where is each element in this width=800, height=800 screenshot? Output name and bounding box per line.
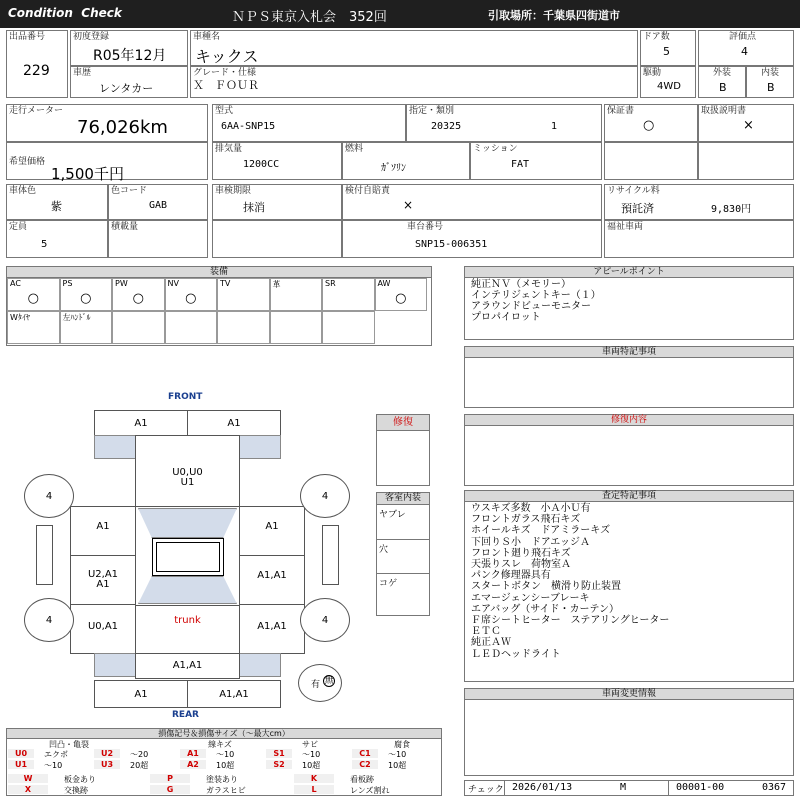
inspection-note-line: 純正ＡＷ xyxy=(471,637,511,649)
cabin-item-burn: コゲ xyxy=(379,579,398,589)
quarter-right[interactable] xyxy=(239,604,305,654)
capacity-value: 5 xyxy=(41,239,48,250)
body-color-cell xyxy=(6,184,108,220)
chassis-cell xyxy=(342,220,602,258)
equipment-key: PS xyxy=(62,279,73,288)
repair-box xyxy=(376,414,430,486)
exterior-cell xyxy=(698,66,746,98)
rear-door-left[interactable] xyxy=(70,555,136,605)
rear-gate[interactable] xyxy=(135,653,240,679)
equipment-cell xyxy=(375,278,428,311)
appeal-line: 純正ＮＶ（メモリー） xyxy=(471,279,571,290)
recycle-status: 預託済 xyxy=(621,202,654,215)
taillight-right xyxy=(239,653,281,677)
legend-desc: 交換跡 xyxy=(64,786,88,795)
legend-code: P xyxy=(150,774,190,783)
score-label: 評価点 xyxy=(729,32,757,42)
legend-code: U1 xyxy=(8,760,34,769)
drive-cell xyxy=(640,66,696,98)
cabin-divider-1 xyxy=(377,539,429,540)
repair-details-panel xyxy=(464,414,794,486)
legend-code: C1 xyxy=(352,749,378,758)
mirror-left xyxy=(36,525,53,585)
interior-value: B xyxy=(767,81,775,94)
fuel-cell xyxy=(342,142,470,180)
door-fr-text: A1,A1 xyxy=(257,570,287,581)
equipment-cell xyxy=(112,311,165,344)
doors-label: ドア数 xyxy=(643,32,670,42)
load-cell xyxy=(108,220,208,258)
model-code-cell xyxy=(212,104,406,142)
fender-right[interactable] xyxy=(239,459,305,507)
repair-box-title: 修復 xyxy=(377,415,429,431)
car-name-value: キックス xyxy=(195,47,259,66)
equipment-value: ○ xyxy=(80,291,92,306)
wheel-front-right[interactable] xyxy=(300,474,350,518)
first-reg-label: 初度登録 xyxy=(73,32,110,42)
rear-bumper-right[interactable] xyxy=(187,680,281,708)
equipment-cell xyxy=(165,278,218,311)
equipment-cell xyxy=(217,278,270,311)
displacement-value: 1200CC xyxy=(243,159,280,170)
equipment-key: 革 xyxy=(272,280,281,289)
designation-cell xyxy=(406,104,602,142)
cabin-item-tear: ヤブレ xyxy=(379,510,406,520)
fender-left-text: A1 xyxy=(96,521,110,532)
mission-cell xyxy=(470,142,602,180)
wheel-rr-text: 4 xyxy=(321,614,329,626)
legend-code: A2 xyxy=(180,760,206,769)
equipment-key: AC xyxy=(10,279,21,288)
appeal-line: プロパイロット xyxy=(471,312,541,323)
legend-code: G xyxy=(150,785,190,794)
car-name-cell xyxy=(190,30,638,66)
inspection-note-line: エアバッグ（サイド・カーテン） xyxy=(471,603,619,615)
appeal-line: アラウンドビューモニター xyxy=(471,301,591,312)
displacement-label: 排気量 xyxy=(215,144,243,154)
quarter-left[interactable] xyxy=(70,604,136,654)
trunk-area[interactable] xyxy=(135,605,240,655)
equipment-value: ○ xyxy=(27,291,39,306)
hood-text: U0,U0 U1 xyxy=(172,467,203,488)
manual-label: 取扱説明書 xyxy=(701,106,747,116)
headlight-right xyxy=(239,435,281,459)
equipment-value: ○ xyxy=(185,291,197,306)
score-cell xyxy=(698,30,794,66)
legend-head: 線キズ xyxy=(208,740,232,749)
inspection-notes-lines xyxy=(471,503,669,660)
recycle-label: リサイクル料 xyxy=(607,186,660,196)
fuel-label: 燃料 xyxy=(345,144,364,154)
grade-label: グレード・仕様 xyxy=(193,68,257,78)
rear-label: REAR xyxy=(172,710,199,720)
repair-details-title: 修復内容 xyxy=(465,415,793,426)
change-info-title: 車両変更情報 xyxy=(465,689,793,700)
equipment-cell xyxy=(270,278,323,311)
pickup-location: 引取場所：千葉県四街道市 xyxy=(488,9,620,22)
cabin-title: 客室内装 xyxy=(377,493,429,505)
change-info-panel xyxy=(464,688,794,776)
wheel-fl-text: 4 xyxy=(45,490,53,502)
equipment-cell xyxy=(112,278,165,311)
legend-desc: ガラスヒビ xyxy=(206,786,246,795)
inspection-note-line: フロントガラス飛石キズ xyxy=(471,514,581,526)
manual-cell xyxy=(698,104,794,142)
fender-right-text: A1 xyxy=(265,521,279,532)
recycle-cell xyxy=(604,184,794,220)
designation-value-2: 1 xyxy=(551,121,558,132)
legend-head: 凹凸・亀裂 xyxy=(49,740,89,749)
front-bumper-right[interactable] xyxy=(187,410,281,436)
legend-code: X xyxy=(8,785,48,794)
grade-cell xyxy=(190,66,638,98)
footer-divider-1 xyxy=(504,780,505,796)
first-reg-value: R05年12月 xyxy=(93,48,167,64)
taillight-left xyxy=(94,653,136,677)
legend-desc: 〜10 xyxy=(44,761,63,770)
body-color-label: 車体色 xyxy=(9,186,37,196)
drive-value: 4WD xyxy=(657,81,681,92)
door-rr-text: A1,A1 xyxy=(257,621,287,632)
legend-title: 損傷記号＆損傷サイズ（〜最大cm） xyxy=(7,729,441,739)
wheel-rear-left[interactable] xyxy=(24,598,74,642)
welfare-cell xyxy=(604,220,794,258)
equipment-key: PW xyxy=(115,279,128,288)
legend-desc: 10超 xyxy=(216,761,235,770)
fender-left[interactable] xyxy=(70,459,136,507)
mirror-right xyxy=(322,525,339,585)
roof-panel-inner xyxy=(156,542,220,572)
legend-desc: 〜10 xyxy=(216,750,235,759)
cabin-item-hole: 穴 xyxy=(379,545,389,555)
designation-label: 指定・類別 xyxy=(409,106,455,116)
rear-door-right[interactable] xyxy=(239,555,305,605)
equipment-cell xyxy=(165,311,218,344)
door-rl-text: U0,A1 xyxy=(87,621,119,632)
legend-code: L xyxy=(294,785,334,794)
legend-code: C2 xyxy=(352,760,378,769)
interior-cell xyxy=(746,66,794,98)
legend-desc: 〜20 xyxy=(130,750,149,759)
capacity-label: 定員 xyxy=(9,222,28,232)
legend-code: A1 xyxy=(180,749,206,758)
liability-value: × xyxy=(403,198,414,212)
displacement-cell xyxy=(212,142,342,180)
legend-code: U0 xyxy=(8,749,34,758)
cabin-divider-2 xyxy=(377,573,429,574)
equipment-key: AW xyxy=(377,279,391,288)
chassis-value: SNP15-006351 xyxy=(415,239,488,250)
warranty-value: ○ xyxy=(643,118,655,133)
cabin-box xyxy=(376,492,430,616)
inspection-note-line: 下回りＳ小 ドアエッジＡ xyxy=(471,536,590,548)
footer-num: 0367 xyxy=(762,782,787,793)
lot-label: 出品番号 xyxy=(9,32,46,42)
equipment-cell xyxy=(322,311,375,344)
recycle-amount: 9,830円 xyxy=(711,204,752,215)
desired-price-cell xyxy=(6,142,208,183)
history-value: レンタカー xyxy=(99,82,154,95)
equipment-key: TV xyxy=(220,279,231,288)
inspection-note-line: 天張りスレ 荷物室Ａ xyxy=(471,559,571,571)
inspection-note-line: パンク修理器具有 xyxy=(471,570,551,582)
hood-panel[interactable] xyxy=(135,435,240,507)
equipment-cell xyxy=(60,311,113,344)
inspection-note-line: Ｆ席シートヒーター ステアリングヒーター xyxy=(471,615,670,627)
front-bumper-left-text: A1 xyxy=(134,418,148,429)
legend-code: K xyxy=(294,774,334,783)
inspection-value: 抹消 xyxy=(243,201,265,214)
rear-window xyxy=(138,576,237,604)
wheel-front-left[interactable] xyxy=(24,474,74,518)
history-cell xyxy=(70,66,188,98)
legend-desc: エクボ xyxy=(44,750,68,759)
appeal-panel xyxy=(464,266,794,340)
model-code-value: 6AA-SNP15 xyxy=(221,121,276,132)
wheel-fr-text: 4 xyxy=(321,490,329,502)
manual-value: × xyxy=(743,118,754,133)
trunk-text: trunk xyxy=(174,615,201,626)
wheel-rl-text: 4 xyxy=(45,614,53,626)
appeal-line: インテリジェントキー（１） xyxy=(471,290,601,301)
equipment-key: Wﾀｲﾔ xyxy=(10,313,30,322)
rear-bumper-right-text: A1,A1 xyxy=(219,689,249,700)
mileage-label: 走行メーター xyxy=(9,106,64,116)
warranty-cell xyxy=(604,104,698,142)
exterior-value: B xyxy=(719,81,727,94)
car-name-label: 車種名 xyxy=(193,32,221,42)
warranty-label: 保証書 xyxy=(607,106,635,116)
footer-check-label: チェック xyxy=(468,785,504,795)
equipment-cell xyxy=(270,311,323,344)
smoking-value: 無 xyxy=(324,676,334,686)
headlight-left xyxy=(94,435,136,459)
inspection-note-line: フロント廻り飛石キズ xyxy=(471,547,571,559)
inspection-note-line: ウスキズ多数 小Ａ小Ｕ有 xyxy=(471,503,591,514)
door-fl-text: U2,A1 A1 xyxy=(87,569,119,590)
liability-cell xyxy=(342,184,602,220)
footer-divider-2 xyxy=(668,780,669,796)
welfare-label: 福祉車両 xyxy=(607,222,644,232)
chassis-label: 車台番号 xyxy=(407,222,444,232)
fuel-value: ｶﾞｿﾘﾝ xyxy=(381,163,406,174)
rear-bumper-left[interactable] xyxy=(94,680,188,708)
equipment-cell xyxy=(322,278,375,311)
mission-label: ミッション xyxy=(473,144,518,154)
equipment-value: ○ xyxy=(132,291,144,306)
appeal-lines xyxy=(471,279,601,323)
front-door-left[interactable] xyxy=(70,506,136,556)
rear-bumper-left-text: A1 xyxy=(134,689,148,700)
interior-label: 内装 xyxy=(761,68,780,78)
legend-code: S2 xyxy=(266,760,292,769)
legend-code: U2 xyxy=(94,749,120,758)
footer-code: 00001-00 xyxy=(676,782,725,793)
drive-label: 駆動 xyxy=(643,68,662,78)
grade-value: Ｘ ＦＯＵＲ xyxy=(193,79,259,92)
wheel-rear-right[interactable] xyxy=(300,598,350,642)
inspection-note-line: ＬＥＤヘッドライト xyxy=(471,648,561,660)
legend-desc: 塗装あり xyxy=(206,775,238,784)
lot-value: 229 xyxy=(23,63,50,79)
inspection-note-line: ＥＴＣ xyxy=(471,626,501,638)
desired-price-label: 希望価格 xyxy=(9,157,46,167)
legend-code: W xyxy=(8,774,48,783)
inspection-note-line: エマージェンシーブレーキ xyxy=(471,592,590,604)
load-label: 積載量 xyxy=(111,222,139,232)
appeal-title: アピールポイント xyxy=(465,267,793,278)
front-label: FRONT xyxy=(168,392,203,402)
capacity-cell xyxy=(6,220,108,258)
inspection-note-line: スタートボタン 横滑り防止装置 xyxy=(471,581,621,593)
mileage-value: 76,026km xyxy=(77,117,168,138)
color-code-label: 色コード xyxy=(111,186,148,196)
equipment-key: SR xyxy=(325,279,336,288)
auction-name: ＮＰＳ東京入札会 352回 xyxy=(232,10,387,25)
front-door-right[interactable] xyxy=(239,506,305,556)
designation-value-1: 20325 xyxy=(431,121,462,132)
legend-desc: 20超 xyxy=(130,761,149,770)
equipment-value: ○ xyxy=(395,291,407,306)
body-color-value: 紫 xyxy=(51,200,62,213)
equipment-cell xyxy=(7,278,60,311)
mileage-cell xyxy=(6,104,208,142)
desired-price-value: 1,500千円 xyxy=(51,165,124,183)
smoking-indicator xyxy=(298,664,342,702)
equipment-title: 装備 xyxy=(7,267,431,278)
equipment-cell xyxy=(217,311,270,344)
inspection-label: 車検期限 xyxy=(215,186,252,196)
equipment-cell xyxy=(60,278,113,311)
legend-head: サビ xyxy=(302,740,318,749)
legend-desc: レンズ割れ xyxy=(350,786,390,795)
color-code-value: GAB xyxy=(149,200,168,211)
blank-right-cell xyxy=(604,142,698,180)
blank-right-cell-2 xyxy=(698,142,794,180)
footer-date: 2026/01/13 xyxy=(512,782,573,793)
model-code-label: 型式 xyxy=(215,106,234,116)
lot-cell xyxy=(6,30,68,98)
blank-mid-cell xyxy=(212,220,342,258)
doors-cell xyxy=(640,30,696,66)
legend-desc: 板金あり xyxy=(64,775,96,784)
front-bumper-right-text: A1 xyxy=(227,418,241,429)
smoking-label: 有 xyxy=(311,680,321,690)
exterior-label: 外装 xyxy=(713,68,732,78)
inspection-notes-title: 査定特記事項 xyxy=(465,491,793,502)
first-reg-cell xyxy=(70,30,188,66)
mission-value: FAT xyxy=(511,159,530,170)
legend-desc: 〜10 xyxy=(388,750,407,759)
legend-desc: 看板跡 xyxy=(350,775,374,784)
legend-code: S1 xyxy=(266,749,292,758)
score-value: 4 xyxy=(741,45,748,58)
windshield xyxy=(138,508,237,538)
color-code-cell xyxy=(108,184,208,220)
inspection-cell xyxy=(212,184,342,220)
legend-desc: 10超 xyxy=(388,761,407,770)
special-notes-panel xyxy=(464,346,794,408)
history-label: 車歴 xyxy=(73,68,92,78)
legend-desc: 〜10 xyxy=(302,750,321,759)
doors-value: 5 xyxy=(663,45,670,58)
front-bumper-left[interactable] xyxy=(94,410,188,436)
rear-gate-text: A1,A1 xyxy=(172,660,203,671)
legend-desc: 10超 xyxy=(302,761,321,770)
equipment-cell xyxy=(7,311,60,344)
equipment-key: NV xyxy=(167,279,179,288)
legend-head: 腐食 xyxy=(394,740,410,749)
liability-label: 検付自賠責 xyxy=(345,186,391,196)
equipment-key: 左ﾊﾝﾄﾞﾙ xyxy=(62,313,91,322)
legend-code: U3 xyxy=(94,760,120,769)
special-notes-title: 車両特記事項 xyxy=(465,347,793,358)
header-title: Condition Check xyxy=(8,6,122,20)
inspection-notes-panel xyxy=(464,490,794,682)
footer-mark: M xyxy=(620,782,627,793)
inspection-note-line: ホイールキズ ドアミラーキズ xyxy=(471,525,611,537)
